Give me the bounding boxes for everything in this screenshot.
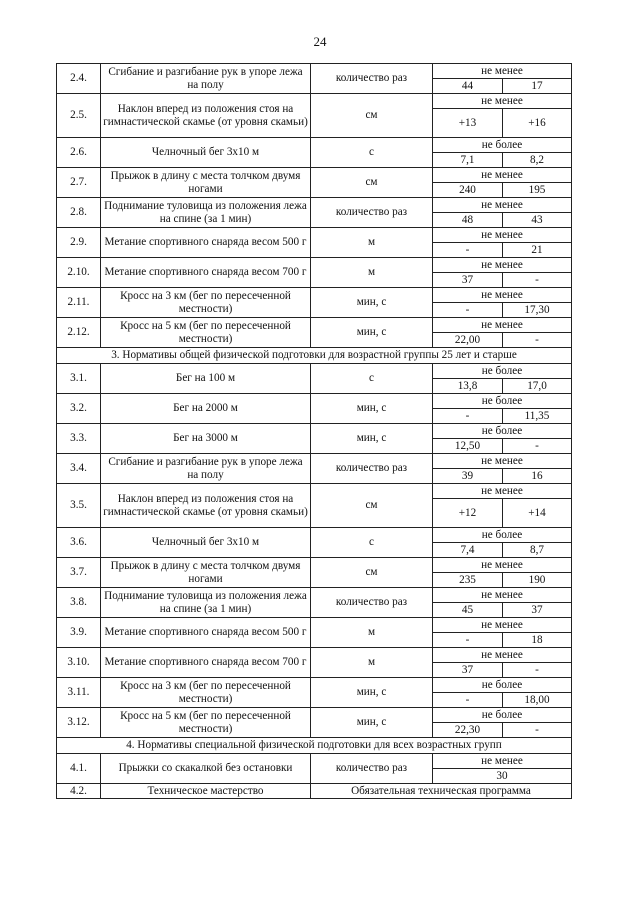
item-number: 2.10. (57, 258, 101, 288)
item-number: 4.2. (57, 784, 101, 799)
norm-value-women: 8,2 (503, 153, 572, 168)
unit-of-measure: с (311, 138, 433, 168)
exercise-name: Сгибание и разгибание рук в упоре лежа на полу (101, 64, 311, 94)
norm-condition: не менее (433, 94, 572, 109)
unit-of-measure: мин, с (311, 708, 433, 738)
norm-value-women: 21 (503, 243, 572, 258)
item-number: 3.3. (57, 424, 101, 454)
item-number: 3.10. (57, 648, 101, 678)
item-number: 4.1. (57, 754, 101, 784)
norm-value-men: - (433, 303, 503, 318)
norm-condition: не более (433, 394, 572, 409)
norm-value-men: 7,1 (433, 153, 503, 168)
norm-condition: не менее (433, 588, 572, 603)
norm-value-women: 17 (503, 79, 572, 94)
table-row (57, 454, 572, 469)
exercise-name: Прыжки со скакалкой без остановки (101, 754, 311, 784)
table-row (57, 708, 572, 723)
table-row (57, 318, 572, 333)
item-number: 3.11. (57, 678, 101, 708)
unit-of-measure: м (311, 228, 433, 258)
exercise-name: Метание спортивного снаряда весом 700 г (101, 258, 311, 288)
item-number: 2.12. (57, 318, 101, 348)
exercise-name: Бег на 100 м (101, 364, 311, 394)
exercise-name: Челночный бег 3х10 м (101, 138, 311, 168)
table-row (57, 618, 572, 633)
exercise-name: Кросс на 3 км (бег по пересеченной местности) (101, 678, 311, 708)
item-number: 3.5. (57, 484, 101, 528)
section-row (57, 348, 572, 364)
exercise-name: Бег на 3000 м (101, 424, 311, 454)
norm-condition: не более (433, 138, 572, 153)
norm-value-men: 22,30 (433, 723, 503, 738)
exercise-name: Кросс на 5 км (бег по пересеченной местности) (101, 318, 311, 348)
norm-value-men: 45 (433, 603, 503, 618)
norm-condition: не менее (433, 198, 572, 213)
item-number: 3.8. (57, 588, 101, 618)
unit-of-measure: мин, с (311, 318, 433, 348)
exercise-name: Наклон вперед из положения стоя на гимнастической скамье (от уровня скамьи) (101, 484, 311, 528)
item-number: 3.2. (57, 394, 101, 424)
unit-of-measure: см (311, 484, 433, 528)
item-number: 2.9. (57, 228, 101, 258)
norms-table (56, 63, 572, 799)
norm-value-women: - (503, 439, 572, 454)
section-row (57, 738, 572, 754)
table-row (57, 588, 572, 603)
unit-of-measure: количество раз (311, 64, 433, 94)
norm-value-women: 195 (503, 183, 572, 198)
norm-condition: не менее (433, 318, 572, 333)
page-number: 24 (313, 34, 327, 49)
table-row (57, 364, 572, 379)
item-number: 3.6. (57, 528, 101, 558)
norm-condition: не более (433, 708, 572, 723)
norm-value-women: 43 (503, 213, 572, 228)
norm-value-men: 37 (433, 273, 503, 288)
norm-value-men: - (433, 243, 503, 258)
norm-condition: не менее (433, 168, 572, 183)
item-number: 3.9. (57, 618, 101, 648)
norm-value-men: 39 (433, 469, 503, 484)
norm-value-women: 16 (503, 469, 572, 484)
item-number: 3.7. (57, 558, 101, 588)
norm-value-men: 235 (433, 573, 503, 588)
item-number: 2.11. (57, 288, 101, 318)
table-row (57, 258, 572, 273)
norm-value-women: 11,35 (503, 409, 572, 424)
exercise-name: Наклон вперед из положения стоя на гимнастической скамье (от уровня скамьи) (101, 94, 311, 138)
norm-value-men: - (433, 693, 503, 708)
norm-condition: не менее (433, 754, 572, 769)
norm-value: 30 (433, 769, 572, 784)
table-row (57, 678, 572, 693)
table-row (57, 784, 572, 799)
norm-value-men: 7,4 (433, 543, 503, 558)
unit-of-measure: см (311, 94, 433, 138)
norm-value-women: 8,7 (503, 543, 572, 558)
norm-value-women: - (503, 663, 572, 678)
item-number: 3.4. (57, 454, 101, 484)
section-title: 4. Нормативы специальной физической подготовки для всех возрастных групп (57, 738, 572, 754)
norm-condition: не более (433, 528, 572, 543)
exercise-name: Техническое мастерство (101, 784, 311, 799)
norm-condition: не менее (433, 228, 572, 243)
unit-of-measure: количество раз (311, 588, 433, 618)
unit-of-measure: количество раз (311, 198, 433, 228)
norm-value-women: 190 (503, 573, 572, 588)
item-number: 2.7. (57, 168, 101, 198)
norm-condition: не менее (433, 648, 572, 663)
table-row (57, 138, 572, 153)
program-requirement: Обязательная техническая программа (311, 784, 572, 799)
norm-value-women: +16 (503, 109, 572, 138)
table-row (57, 754, 572, 769)
norm-condition: не менее (433, 454, 572, 469)
norm-value-women: 18 (503, 633, 572, 648)
norm-value-women: - (503, 333, 572, 348)
exercise-name: Сгибание и разгибание рук в упоре лежа на полу (101, 454, 311, 484)
unit-of-measure: м (311, 258, 433, 288)
norm-value-men: - (433, 409, 503, 424)
table-row (57, 288, 572, 303)
norm-value-women: 37 (503, 603, 572, 618)
norm-value-women: 17,30 (503, 303, 572, 318)
section-title: 3. Нормативы общей физической подготовки для возрастной группы 25 лет и старше (57, 348, 572, 364)
exercise-name: Прыжок в длину с места толчком двумя ногами (101, 168, 311, 198)
table-row (57, 394, 572, 409)
norm-condition: не менее (433, 288, 572, 303)
exercise-name: Прыжок в длину с места толчком двумя ногами (101, 558, 311, 588)
norm-condition: не менее (433, 484, 572, 499)
item-number: 2.8. (57, 198, 101, 228)
item-number: 2.5. (57, 94, 101, 138)
exercise-name: Кросс на 3 км (бег по пересеченной местности) (101, 288, 311, 318)
unit-of-measure: см (311, 168, 433, 198)
exercise-name: Метание спортивного снаряда весом 500 г (101, 228, 311, 258)
norm-value-men: - (433, 633, 503, 648)
norm-value-women: 17,0 (503, 379, 572, 394)
norm-value-men: 48 (433, 213, 503, 228)
exercise-name: Бег на 2000 м (101, 394, 311, 424)
unit-of-measure: количество раз (311, 454, 433, 484)
norm-value-men: 37 (433, 663, 503, 678)
item-number: 2.4. (57, 64, 101, 94)
unit-of-measure: с (311, 528, 433, 558)
table-row (57, 168, 572, 183)
table-row (57, 484, 572, 499)
exercise-name: Метание спортивного снаряда весом 700 г (101, 648, 311, 678)
table-row (57, 198, 572, 213)
norm-value-women: - (503, 273, 572, 288)
norm-value-women: +14 (503, 499, 572, 528)
unit-of-measure: мин, с (311, 288, 433, 318)
exercise-name: Поднимание туловища из положения лежа на спине (за 1 мин) (101, 198, 311, 228)
norms-table-body (57, 64, 572, 799)
table-row (57, 228, 572, 243)
norm-value-women: - (503, 723, 572, 738)
norm-condition: не менее (433, 258, 572, 273)
norm-value-men: 12,50 (433, 439, 503, 454)
norm-value-men: +13 (433, 109, 503, 138)
norm-value-men: +12 (433, 499, 503, 528)
unit-of-measure: мин, с (311, 678, 433, 708)
norm-condition: не более (433, 424, 572, 439)
norm-condition: не менее (433, 64, 572, 79)
unit-of-measure: мин, с (311, 394, 433, 424)
norm-condition: не менее (433, 558, 572, 573)
item-number: 2.6. (57, 138, 101, 168)
norm-condition: не менее (433, 618, 572, 633)
norm-value-men: 13,8 (433, 379, 503, 394)
unit-of-measure: м (311, 648, 433, 678)
unit-of-measure: см (311, 558, 433, 588)
norm-value-women: 18,00 (503, 693, 572, 708)
exercise-name: Поднимание туловища из положения лежа на спине (за 1 мин) (101, 588, 311, 618)
exercise-name: Метание спортивного снаряда весом 500 г (101, 618, 311, 648)
item-number: 3.12. (57, 708, 101, 738)
table-row (57, 94, 572, 109)
unit-of-measure: м (311, 618, 433, 648)
unit-of-measure: количество раз (311, 754, 433, 784)
norm-value-men: 22,00 (433, 333, 503, 348)
norm-value-men: 240 (433, 183, 503, 198)
norm-value-men: 44 (433, 79, 503, 94)
unit-of-measure: мин, с (311, 424, 433, 454)
item-number: 3.1. (57, 364, 101, 394)
table-row (57, 528, 572, 543)
exercise-name: Кросс на 5 км (бег по пересеченной местности) (101, 708, 311, 738)
table-row (57, 648, 572, 663)
norm-condition: не более (433, 678, 572, 693)
unit-of-measure: с (311, 364, 433, 394)
table-row (57, 64, 572, 79)
norm-condition: не более (433, 364, 572, 379)
table-row (57, 558, 572, 573)
exercise-name: Челночный бег 3х10 м (101, 528, 311, 558)
table-row (57, 424, 572, 439)
